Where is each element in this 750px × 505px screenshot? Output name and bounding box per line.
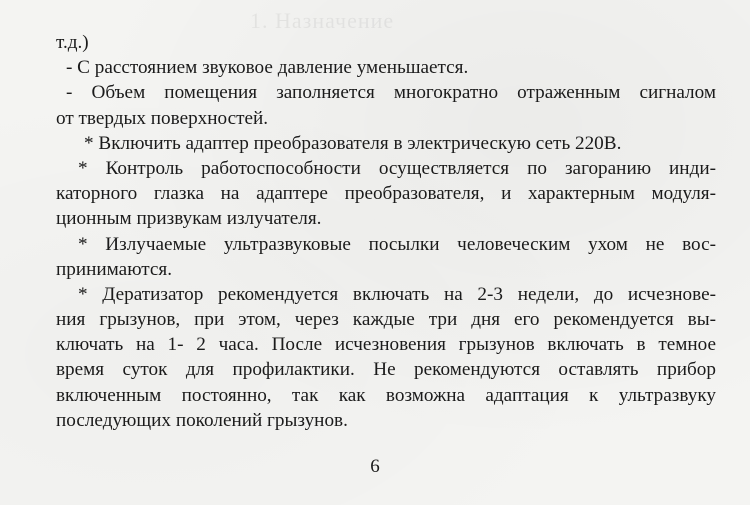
text-line: время суток для профилактики. Не рекомендуются оставлять прибор xyxy=(56,359,716,381)
body-text xyxy=(56,30,716,433)
text-line: включенным постоянно, так как возможна адаптация к ультразвуку xyxy=(56,384,716,406)
text-line: последующих поколений грызунов. xyxy=(56,409,348,431)
text-line: - С расстоянием звуковое давление уменьшается. xyxy=(66,57,469,79)
page-number: 6 xyxy=(370,456,380,477)
text-line: принимаются. xyxy=(56,258,173,280)
text-line: * Дератизатор рекомендуется включать на 2-3 недели, до исчезнове- xyxy=(78,283,716,305)
text-line: ционным призвукам излучателя. xyxy=(56,208,322,230)
text-line: * Контроль работоспособности осуществляется по загоранию инди- xyxy=(78,157,716,179)
text-line: - Объем помещения заполняется многократно отраженным сигналом xyxy=(66,82,716,104)
text-line: * Излучаемые ультразвуковые посылки человеческим ухом не вос- xyxy=(78,233,716,255)
text-line: * Включить адаптер преобразователя в электрическую сеть 220В. xyxy=(84,132,622,154)
bleed-through-heading: 1. Назначение xyxy=(250,8,395,33)
text-line: каторного глазка на адаптере преобразователя, и характерным модуля- xyxy=(56,183,716,205)
text-line: т.д.) xyxy=(56,32,89,53)
text-line: ключать на 1- 2 часа. После исчезновения грызунов включать в темное xyxy=(56,334,716,356)
text-line: ния грызунов, при этом, через каждые три дня его рекомендуется вы- xyxy=(56,309,716,331)
text-line: от твердых поверхностей. xyxy=(56,107,269,129)
